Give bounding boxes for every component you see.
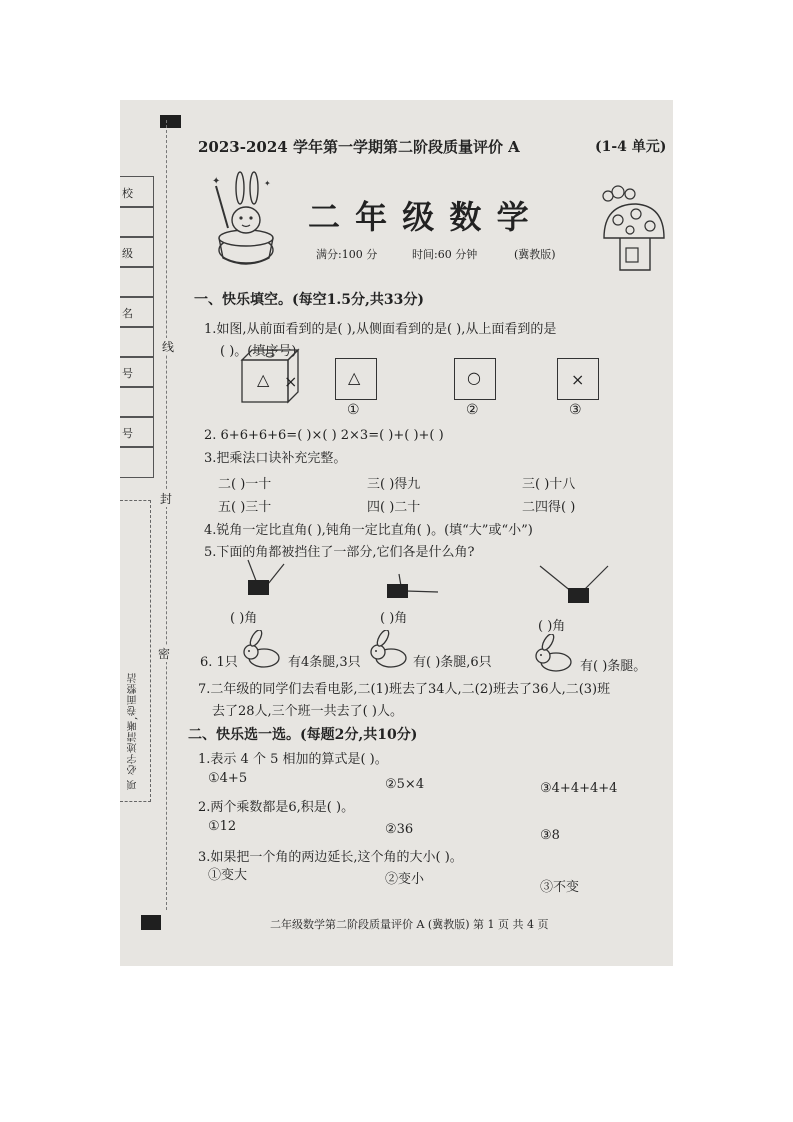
angle-figure-2 — [382, 570, 442, 600]
q5-text: 5.下面的角都被挡住了一部分,它们各是什么角? — [204, 545, 475, 560]
angle-figure-1 — [238, 558, 308, 598]
svg-text:✦: ✦ — [212, 176, 221, 187]
q6-part3: 有( )条腿,6只 — [413, 655, 492, 670]
unit-range: (1-4 单元) — [595, 139, 667, 155]
binding-box-name — [120, 296, 154, 328]
s2-q2-option3: ③8 — [540, 828, 560, 843]
q1-line1: 1.如图,从前面看到的是( ),从侧面看到的是( ),从上面看到的是 — [204, 322, 557, 337]
view-1-label: ① — [347, 402, 360, 418]
exam-title: 2023-2024 学年第一学期第二阶段质量评价 A — [198, 138, 520, 156]
section1-heading: 一、快乐填空。(每空1.5分,共33分) — [194, 292, 424, 308]
binding-box-school — [120, 176, 154, 208]
registration-mark-top — [160, 115, 181, 128]
rabbit-magician-illustration — [208, 168, 278, 268]
registration-mark-bottom — [141, 915, 161, 930]
rabbit-icon-3 — [532, 634, 578, 674]
edition-label: (冀教版) — [514, 248, 556, 261]
q6-part1: 6. 1只 — [200, 655, 238, 670]
s2-q1-option2: ②5×4 — [385, 777, 425, 792]
s2-q2-text: 2.两个乘数都是6,积是( )。 — [198, 800, 355, 815]
q3-row2-item1: 五( )三十 — [218, 500, 272, 515]
q7-line1: 7.二年级的同学们去看电影,二(1)班去了34人,二(2)班去了36人,二(3)班 — [198, 682, 611, 697]
binding-box-blank3 — [120, 326, 154, 358]
s2-q3-option3: ③不变 — [540, 880, 580, 895]
full-score: 满分:100 分 — [316, 248, 378, 261]
cube-side-cross: × — [284, 372, 298, 391]
notice-text: 项 必字迹清晰,卷面整洁 — [128, 671, 139, 790]
view-2-label: ② — [466, 402, 479, 418]
binding-field-school: 校 — [122, 187, 133, 200]
binding-dashed-line — [166, 120, 167, 910]
s2-q1-text: 1.表示 4 个 5 相加的算式是( )。 — [198, 752, 388, 767]
time-limit: 时间:60 分钟 — [412, 248, 478, 261]
binding-field-number: 号 — [122, 367, 133, 380]
binding-box-blank5 — [120, 446, 154, 478]
view-2-symbol: ○ — [467, 368, 481, 387]
exam-sheet — [120, 100, 673, 966]
q2-text: 2. 6+6+6+6=( )×( ) 2×3=( )+( )+( ) — [204, 428, 444, 443]
q3-text: 3.把乘法口诀补充完整。 — [204, 451, 347, 466]
q3-row1-item3: 三( )十八 — [522, 477, 576, 492]
s2-q1-option3: ③4+4+4+4 — [540, 781, 618, 796]
rabbit-icon-2 — [367, 630, 413, 670]
q3-row2-item3: 二四得( ) — [522, 500, 576, 515]
cube-front-triangle: △ — [257, 370, 270, 389]
binding-box-seat — [120, 416, 154, 448]
view-1-symbol: △ — [348, 368, 361, 387]
binding-seal-char: 封 — [160, 492, 173, 506]
binding-field-seat: 号 — [122, 427, 133, 440]
s2-q1-option1: ①4+5 — [208, 771, 248, 786]
q4-text: 4.锐角一定比直角( ),钝角一定比直角( )。(填“大”或“小”) — [204, 523, 533, 538]
binding-box-number — [120, 356, 154, 388]
q5-answer-1: ( )角 — [230, 611, 258, 626]
view-3-symbol: × — [571, 370, 585, 389]
binding-box-class — [120, 236, 154, 268]
s2-q3-option1: ①变大 — [208, 868, 248, 883]
q7-line2: 去了28人,三个班一共去了( )人。 — [212, 704, 403, 719]
q1-line2: ( )。(填序号) — [220, 344, 297, 359]
q3-row2-item2: 四( )二十 — [367, 500, 421, 515]
q3-row1-item1: 二( )一十 — [218, 477, 272, 492]
angle-figure-3 — [532, 558, 614, 608]
s2-q3-option2: ②变小 — [385, 872, 425, 887]
q5-answer-3: ( )角 — [538, 619, 566, 634]
binding-box-blank1 — [120, 206, 154, 238]
binding-box-blank4 — [120, 386, 154, 418]
q5-answer-2: ( )角 — [380, 611, 408, 626]
s2-q2-option2: ②36 — [385, 822, 414, 837]
svg-text:✦: ✦ — [264, 179, 271, 188]
s2-q3-text: 3.如果把一个角的两边延长,这个角的大小( )。 — [198, 850, 463, 865]
binding-box-blank2 — [120, 266, 154, 298]
binding-field-name: 名 — [122, 307, 133, 320]
s2-q2-option1: ①12 — [208, 819, 237, 834]
binding-line-char: 线 — [162, 340, 175, 354]
view-3-label: ③ — [569, 402, 582, 418]
subject-title: 二 年 级 数 学 — [308, 198, 531, 236]
q6-part2: 有4条腿,3只 — [288, 655, 361, 670]
rabbit-icon-1 — [240, 630, 286, 670]
mushroom-house-illustration — [592, 182, 668, 282]
q6-part4: 有( )条腿。 — [580, 659, 647, 674]
binding-seal2-char: 密 — [158, 647, 171, 661]
section2-heading: 二、快乐选一选。(每题2分,共10分) — [188, 727, 418, 743]
page-footer: 二年级数学第二阶段质量评价 A (冀教版) 第 1 页 共 4 页 — [270, 918, 549, 931]
binding-field-class: 级 — [122, 247, 133, 260]
q3-row1-item2: 三( )得九 — [367, 477, 421, 492]
